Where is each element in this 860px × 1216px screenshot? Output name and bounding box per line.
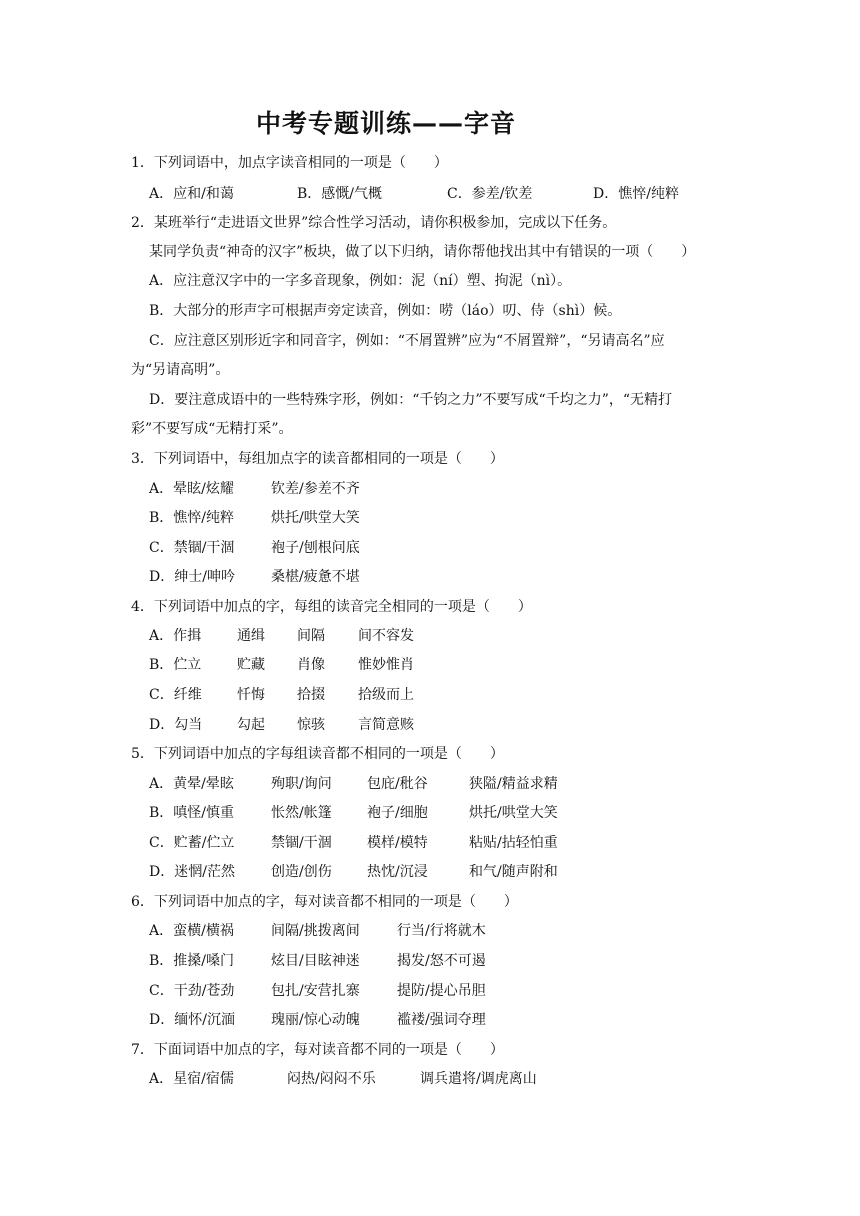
q4-row-c-col4: 拾级而上 xyxy=(358,687,414,703)
q1-option-b: B．感慨/气概 xyxy=(297,186,383,202)
q3-row-b-col2: 烘托/哄堂大笑 xyxy=(271,510,360,526)
q6-row-b-col1: B．推搡/嗓门 xyxy=(149,953,235,969)
q5-row-b-col2: 怅然/帐篷 xyxy=(271,805,332,821)
q2-option-a: A．应注意汉字中的一字多音现象，例如：泥（ní）塑、拘泥（nì）。 xyxy=(149,273,572,289)
q3-row-b-col1: B．憔悴/纯粹 xyxy=(149,510,235,526)
q5-row-a-col2: 殉职/询问 xyxy=(271,776,332,792)
q3-row-d-col1: D．绅士/呻吟 xyxy=(149,569,235,585)
q6-row-b-col2: 炫目/目眩神迷 xyxy=(271,953,360,969)
q5-row-a-col1: A．黄晕/晕眩 xyxy=(149,776,234,792)
q6-row-c-col2: 包扎/安营扎寨 xyxy=(271,983,360,999)
q4-row-a-col2: 通缉 xyxy=(237,628,265,644)
q5-row-c-col1: C．贮蓄/伫立 xyxy=(149,835,235,851)
q5-row-c-col3: 模样/模特 xyxy=(367,835,428,851)
q5-row-b-col3: 袍子/细胞 xyxy=(367,805,428,821)
q5-row-c-col4: 粘贴/拈轻怕重 xyxy=(469,835,558,851)
question-7-stem: 7．下面词语中加点的字，每对读音都不同的一项是（ ） xyxy=(131,1042,504,1058)
q1-option-a: A．应和/和蔼 xyxy=(149,186,234,202)
q2-intro: 某同学负责“神奇的汉字”板块，做了以下归纳，请你帮他找出其中有错误的一项（ ） xyxy=(149,244,696,260)
q4-row-a-col4: 间不容发 xyxy=(358,628,414,644)
q6-row-a-col2: 间隔/挑拨离间 xyxy=(271,923,360,939)
q2-option-d-line2: 彩”不要写成“无精打采”。 xyxy=(131,421,293,437)
q5-row-d-col2: 创造/创伤 xyxy=(271,864,332,880)
page-title: 中考专题训练——字音 xyxy=(255,109,516,138)
q4-row-c-col1: C．纤维 xyxy=(149,687,202,703)
question-3-stem: 3．下列词语中，每组加点字的读音都相同的一项是（ ） xyxy=(131,451,504,467)
q5-row-c-col2: 禁锢/干涸 xyxy=(271,835,332,851)
q4-row-d-col4: 言简意赅 xyxy=(358,717,414,733)
q6-row-d-col3: 褴褛/强词夺理 xyxy=(397,1012,486,1028)
q5-row-a-col4: 狭隘/精益求精 xyxy=(469,776,558,792)
question-1-stem: 1．下列词语中，加点字读音相同的一项是（ ） xyxy=(131,155,448,171)
q5-row-b-col1: B．嗔怪/慎重 xyxy=(149,805,235,821)
question-6-stem: 6．下列词语中加点的字，每对读音都不相同的一项是（ ） xyxy=(131,894,518,910)
q3-row-a-col2: 钦差/参差不齐 xyxy=(271,481,360,497)
q2-option-c-line2: 为“另请高明”。 xyxy=(131,362,230,378)
q6-row-a-col3: 行当/行将就木 xyxy=(397,923,486,939)
q1-option-d: D．憔悴/纯粹 xyxy=(593,186,679,202)
q5-row-a-col3: 包庇/秕谷 xyxy=(367,776,428,792)
q4-row-b-col3: 肖像 xyxy=(297,657,325,673)
q2-option-d-line1: D．要注意成语中的一些特殊字形，例如：“千钧之力”不要写成“千均之力”，“无精打 xyxy=(149,392,673,408)
q3-row-c-col2: 袍子/刨根问底 xyxy=(271,540,360,556)
question-2-stem: 2．某班举行“走进语文世界”综合性学习活动，请你积极参加，完成以下任务。 xyxy=(131,215,617,231)
q4-row-c-col3: 拾掇 xyxy=(297,687,325,703)
q5-row-d-col3: 热忱/沉浸 xyxy=(367,864,428,880)
q4-row-d-col1: D．勾当 xyxy=(149,717,203,733)
q5-row-d-col1: D．迷惘/茫然 xyxy=(149,864,235,880)
q4-row-a-col1: A．作揖 xyxy=(149,628,202,644)
q6-row-b-col3: 揭发/怒不可遏 xyxy=(397,953,486,969)
q4-row-b-col4: 惟妙惟肖 xyxy=(358,657,414,673)
q6-row-a-col1: A．蛮横/横祸 xyxy=(149,923,234,939)
q2-option-b: B．大部分的形声字可根据声旁定读音，例如：唠（láo）叨、侍（shì）候。 xyxy=(149,303,622,319)
q6-row-d-col1: D．缅怀/沉湎 xyxy=(149,1012,235,1028)
q5-row-b-col4: 烘托/哄堂大笑 xyxy=(469,805,558,821)
question-4-stem: 4．下列词语中加点的字，每组的读音完全相同的一项是（ ） xyxy=(131,599,532,615)
q1-option-c: C．参差/钦差 xyxy=(447,186,533,202)
question-5-stem: 5．下列词语中加点的字每组读音都不相同的一项是（ ） xyxy=(131,746,504,762)
q4-row-d-col3: 惊骇 xyxy=(297,717,325,733)
q2-option-c-line1: C．应注意区别形近字和同音字，例如：“不屑置辨”应为“不屑置辩”，“另请高名”应 xyxy=(149,333,665,349)
q3-row-c-col1: C．禁锢/干涸 xyxy=(149,540,235,556)
q4-row-d-col2: 勾起 xyxy=(237,717,265,733)
q6-row-d-col2: 瑰丽/惊心动魄 xyxy=(271,1012,360,1028)
q5-row-d-col4: 和气/随声附和 xyxy=(469,864,558,880)
q4-row-b-col1: B．伫立 xyxy=(149,657,202,673)
q3-row-d-col2: 桑椹/疲惫不堪 xyxy=(271,569,360,585)
q6-row-c-col3: 提防/提心吊胆 xyxy=(397,983,486,999)
q4-row-a-col3: 间隔 xyxy=(297,628,325,644)
q7-row-a-col3: 调兵遣将/调虎离山 xyxy=(420,1071,537,1087)
q7-row-a-col1: A．星宿/宿儒 xyxy=(149,1071,234,1087)
q7-row-a-col2: 闷热/闷闷不乐 xyxy=(287,1071,376,1087)
q6-row-c-col1: C．干劲/苍劲 xyxy=(149,983,235,999)
q3-row-a-col1: A．晕眩/炫耀 xyxy=(149,481,234,497)
q4-row-b-col2: 贮藏 xyxy=(237,657,265,673)
q4-row-c-col2: 忏悔 xyxy=(237,687,265,703)
